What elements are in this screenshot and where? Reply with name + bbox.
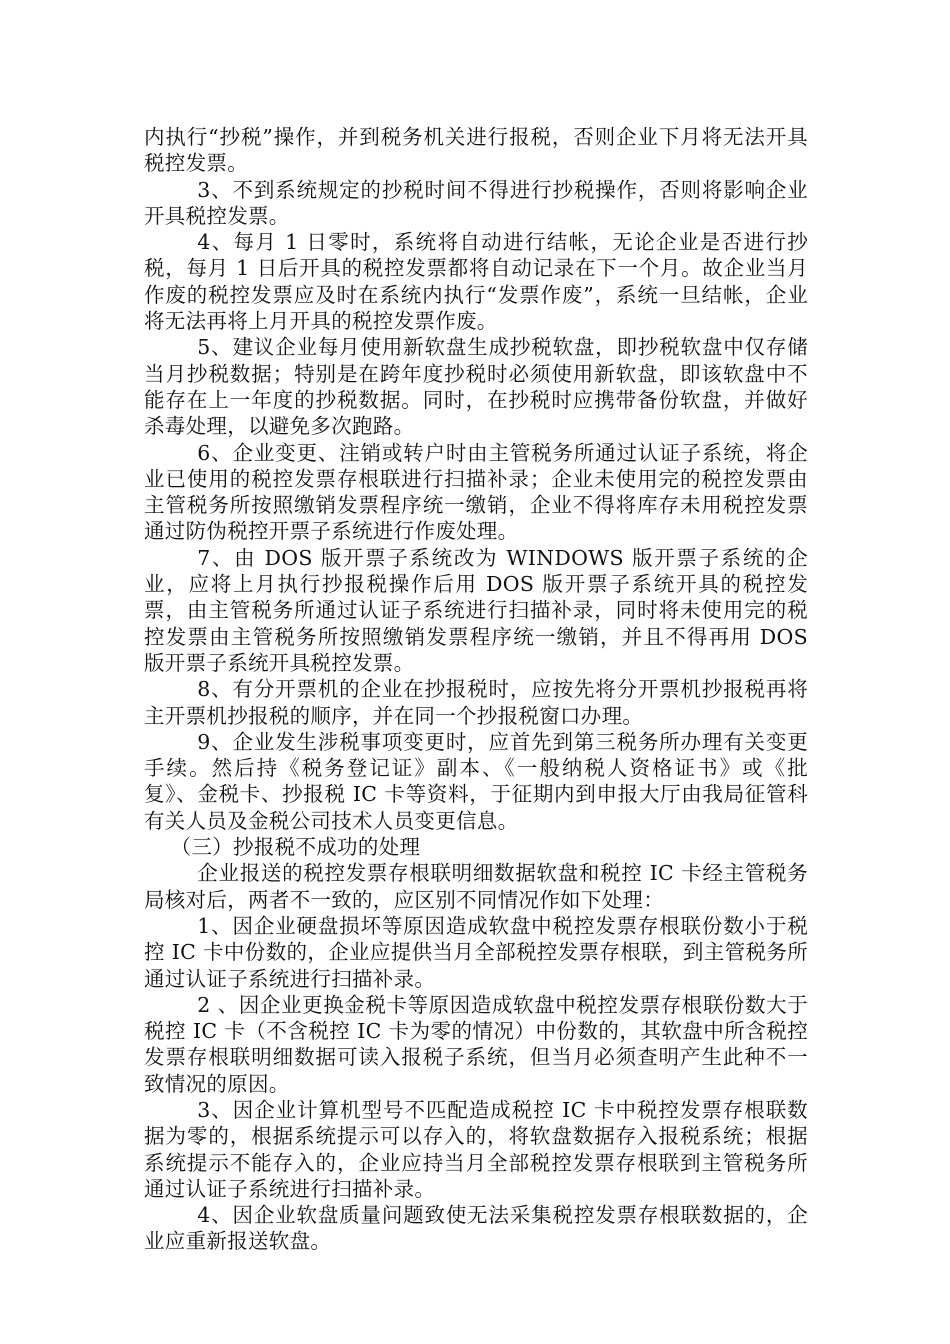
document-body [144, 124, 808, 1255]
paragraph-case-4: 4、因企业软盘质量问题致使无法采集税控发票存根联数据的，企业应重新报送软盘。 [144, 1203, 808, 1254]
paragraph-case-2: 2 、因企业更换金税卡等原因造成软盘中税控发票存根联份数大于税控 IC 卡（不含税控 IC 卡为零的情况）中份数的，其软盘中所含税控发票存根联明细数据可读入报税子系统，但当月必须查明产生此种不一致情况的原因。 [144, 992, 808, 1096]
paragraph-item-5: 5、建议企业每月使用新软盘生成抄税软盘，即抄税软盘中仅存储当月抄税数据；特别是在跨年度抄税时必须使用新软盘，即该软盘中不能存在上一年度的抄税数据。同时，在抄税时应携带备份软盘，并做好杀毒处理，以避免多次跑路。 [144, 335, 808, 439]
paragraph-continuation: 内执行“抄税”操作，并到税务机关进行报税，否则企业下月将无法开具税控发票。 [144, 125, 808, 176]
paragraph-item-4: 4、每月 1 日零时，系统将自动进行结帐，无论企业是否进行抄税，每月 1 日后开具的税控发票都将自动记录在下一个月。故企业当月作废的税控发票应及时在系统内执行“发票作废”，系统一旦结帐，企业将无法再将上月开具的税控发票作废。 [144, 230, 808, 334]
paragraph-case-1: 1、因企业硬盘损坏等原因造成软盘中税控发票存根联份数小于税控 IC 卡中份数的，企业应提供当月全部税控发票存根联，到主管税务所通过认证子系统进行扫描补录。 [144, 913, 808, 991]
paragraph-item-6: 6、企业变更、注销或转户时由主管税务所通过认证子系统，将企业已使用的税控发票存根联进行扫描补录；企业未使用完的税控发票由主管税务所按照缴销发票程序统一缴销，企业不得将库存未用税控发票通过防伪税控开票子系统进行作废处理。 [144, 440, 808, 544]
paragraph-item-8: 8、有分开票机的企业在抄报税时，应按先将分开票机抄报税再将主开票机抄报税的顺序，并在同一个抄报税窗口办理。 [144, 677, 808, 728]
paragraph-case-3: 3、因企业计算机型号不匹配造成税控 IC 卡中税控发票存根联数据为零的，根据系统提示可以存入的，将软盘数据存入报税系统；根据系统提示不能存入的，企业应持当月全部税控发票存根联到主管税务所通过认证子系统进行扫描补录。 [144, 1097, 808, 1201]
paragraph-item-7: 7、由 DOS 版开票子系统改为 WINDOWS 版开票子系统的企业，应将上月执行抄报税操作后用 DOS 版开票子系统开具的税控发票，由主管税务所通过认证子系统进行扫描补录，同时将未使用完的税控发票由主管税务所按照缴销发票程序统一缴销，并且不得再用 DOS 版开票子系统开具税控发票。 [144, 545, 808, 675]
paragraph-item-9: 9、企业发生涉税事项变更时，应首先到第三税务所办理有关变更手续。然后持《税务登记证》副本、《一般纳税人资格证书》或《批复》、金税卡、抄报税 IC 卡等资料，于征期内到申报大厅由我局征管科有关人员及金税公司技术人员变更信息。 [144, 729, 808, 833]
section-heading: （三）抄报税不成功的处理 [170, 835, 421, 860]
section-intro-paragraph: 企业报送的税控发票存根联明细数据软盘和税控 IC 卡经主管税务局核对后，两者不一致的，应区别不同情况作如下处理： [144, 861, 808, 912]
paragraph-item-3: 3、不到系统规定的抄税时间不得进行抄税操作，否则将影响企业开具税控发票。 [144, 177, 808, 228]
